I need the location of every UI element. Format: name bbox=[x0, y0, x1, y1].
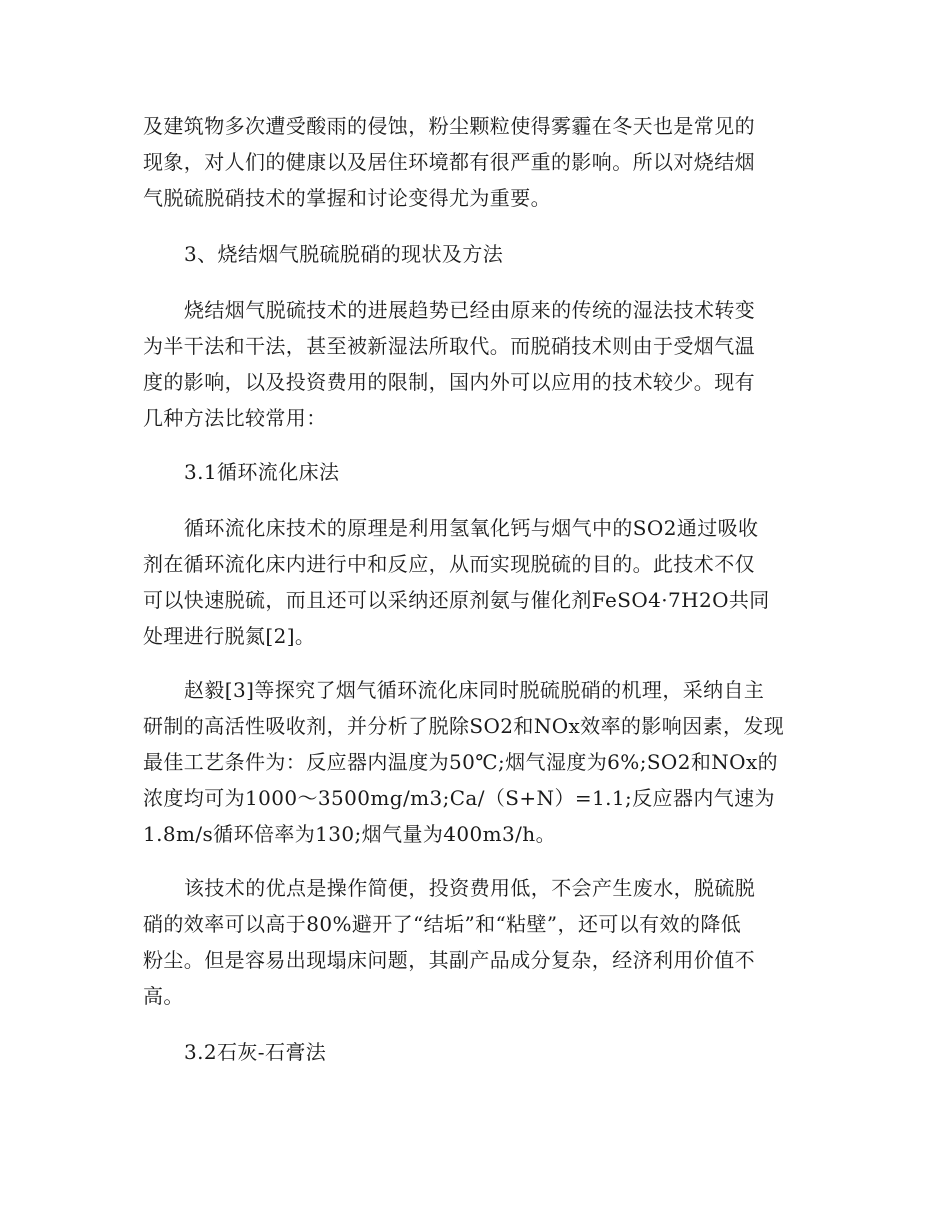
text-line: 现象，对人们的健康以及居住环境都有很严重的影响。所以对烧结烟 bbox=[143, 150, 755, 174]
text-line: 研制的高活性吸收剂，并分析了脱除SO2和NOx效率的影响因素，发现 bbox=[143, 714, 785, 738]
text-line: 该技术的优点是操作简便，投资费用低，不会产生废水，脱硫脱 bbox=[184, 876, 756, 900]
text-line: 气脱硫脱硝技术的掌握和讨论变得尤为重要。 bbox=[143, 186, 551, 210]
text-line: 硝的效率可以高于80%避开了“结垢”和“粘壁”，还可以有效的降低 bbox=[143, 912, 742, 936]
text-line: 处理进行脱氮[2]。 bbox=[143, 624, 316, 648]
subsection-heading: 3.1循环流化床法 bbox=[184, 460, 340, 484]
text-line: 几种方法比较常用： bbox=[143, 406, 327, 430]
text-line: 1.8m/s循环倍率为130;烟气量为400m3/h。 bbox=[143, 822, 556, 846]
text-line: 可以快速脱硫，而且还可以采纳还原剂氨与催化剂FeSO4·7H2O共同 bbox=[143, 588, 770, 612]
text-line: 粉尘。但是容易出现塌床问题，其副产品成分复杂，经济利用价值不 bbox=[143, 948, 755, 972]
text-line: 高。 bbox=[143, 984, 184, 1008]
text-line: 剂在循环流化床内进行中和反应，从而实现脱硫的目的。此技术不仅 bbox=[143, 552, 755, 576]
text-line: 及建筑物多次遭受酸雨的侵蚀，粉尘颗粒使得雾霾在冬天也是常见的 bbox=[143, 114, 755, 138]
text-line: 为半干法和干法，甚至被新湿法所取代。而脱硝技术则由于受烟气温 bbox=[143, 334, 755, 358]
text-line: 循环流化床技术的原理是利用氢氧化钙与烟气中的SO2通过吸收 bbox=[184, 516, 759, 540]
text-line: 度的影响，以及投资费用的限制，国内外可以应用的技术较少。现有 bbox=[143, 370, 755, 394]
section-heading: 3、烧结烟气脱硫脱硝的现状及方法 bbox=[184, 242, 504, 266]
subsection-heading: 3.2石灰-石膏法 bbox=[184, 1040, 327, 1064]
text-line: 赵毅[3]等探究了烟气循环流化床同时脱硫脱硝的机理，采纳自主 bbox=[184, 678, 765, 702]
text-line: 烧结烟气脱硫技术的进展趋势已经由原来的传统的湿法技术转变 bbox=[184, 298, 756, 322]
text-line: 最佳工艺条件为：反应器内温度为50℃;烟气湿度为6%;SO2和NOx的 bbox=[143, 750, 779, 774]
text-line: 浓度均可为1000～3500mg/m3;Ca/（S+N）=1.1;反应器内气速为 bbox=[143, 786, 775, 810]
